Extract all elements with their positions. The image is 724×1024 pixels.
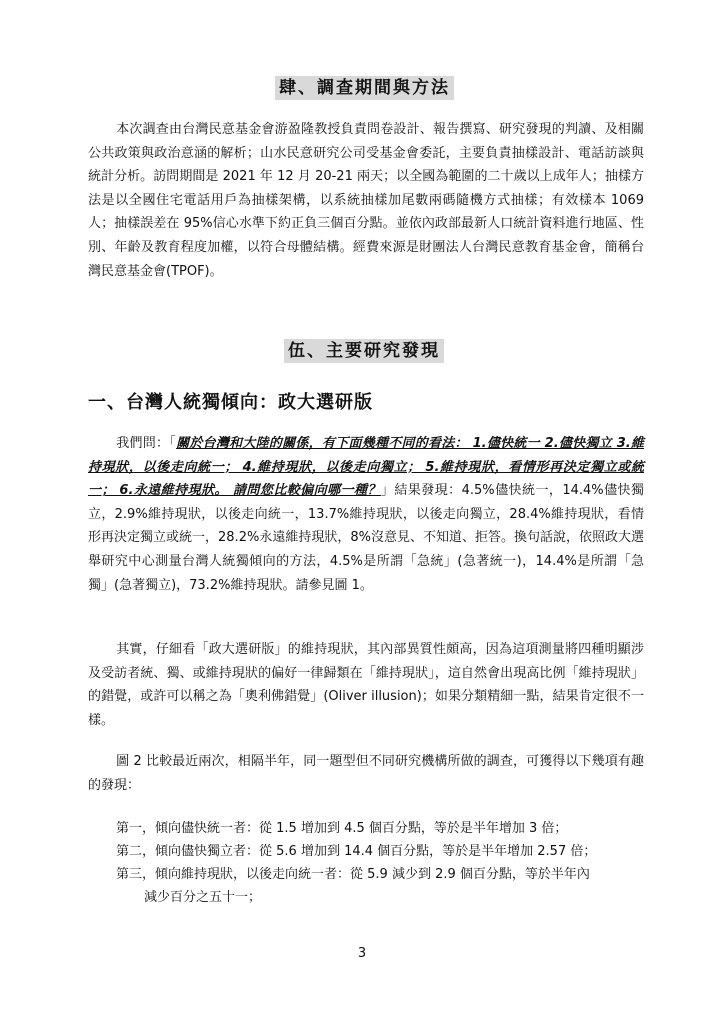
survey-method-text: 本次調查由台灣民意基金會游盈隆教授負責問卷設計、報告撰寫、研究發現的判讀、及相關公共政策與政治意涵的解析；山水民意研究公司受基金會委託，主要負責抽樣設計、電話訪談與統計分析。訪問期間是 2021 年 12 月 20-21 兩天；以全國為範圍的二十歲以上成年人；抽樣方法是以全國住宅電話用戶為抽樣架構，以系統抽樣加尾數兩碼隨機方式抽樣；有效樣本 1069 人；抽樣誤差在 95%信心水準下約正負三個百分點。並依內政部最新人口統計資料進行地區、性別、年齡及教育程度加權，以符合母體結構。經費來源是財團法人台灣民意教育基金會，簡稱台灣民意基金會(TPOF)。 (88, 122, 644, 279)
finding-item-3-continuation: 減少百分之五十一； (144, 890, 262, 905)
section-heading-5: 伍、主要研究發現 (284, 339, 444, 363)
finding-item-2: 第二，傾向儘快獨立者：從 5.6 增加到 14.4 個百分點，等於是半年增加 2.57 倍； (116, 844, 597, 859)
finding-item-3-text: 第三，傾向維持現狀，以後走向統一者：從 5.9 減少到 2.9 個百分點，等於半年內 (116, 867, 590, 882)
page-number: 3 (357, 946, 367, 961)
findings-paragraph-2 (88, 638, 644, 732)
finding-item-1: 第一，傾向儘快統一者：從 1.5 增加到 4.5 個百分點，等於是半年增加 3 倍； (116, 821, 568, 836)
survey-question: 關於台灣和大陸的關係，有下面幾種不同的看法： 1.儘快統一 2.儘快獨立 3.維持現狀，以後走向統一； 4.維持現狀，以後走向獨立； 5.維持現狀，看情形再決定獨立或統一； 6.永遠維持現狀。 請問您比較偏向哪一種？ (88, 436, 644, 499)
oliver-illusion-text: 其實，仔細看「政大選研版」的維持現狀，其內部異質性頗高，因為這項測量將四種明顯涉及受訪者統、獨、或維持現狀的偏好一律歸類在「維持現狀」，這自然會出現高比例「維持現狀」的錯覺，或許可以稱之為「奧利佛錯覺」(Oliver illusion)；如果分類精細一點，結果肯定很不一樣。 (88, 642, 644, 728)
comparison-intro-text: 圖 2 比較最近兩次，相隔半年，同一題型但不同研究機構所做的調查，可獲得以下幾項有趣的發現： (88, 754, 644, 793)
findings-paragraph-3 (88, 750, 644, 797)
findings-result-text: 」結果發現：4.5%儘快統一，14.4%儘快獨立，2.9%維持現狀，以後走向統一，13.7%維持現狀，以後走向獨立，28.4%維持現狀，看情形再決定獨立或統一，28.2%永遠維持現狀，8%沒意見、不知道、拒答。換句話說，依照政大選舉研究中心測量台灣人統獨傾向的方法，4.5%是所謂「急統」(急著統一)，14.4%是所謂「急獨」(急著獨立)，73.2%維持現狀。請參見圖 1。 (88, 483, 645, 593)
subsection-heading: 一、台灣人統獨傾向：政大選研版 (88, 392, 373, 413)
section-heading-4: 肆、調查期間與方法 (275, 76, 454, 100)
question-intro: 我們問：「 (116, 436, 177, 451)
findings-paragraph-1 (88, 432, 644, 597)
finding-item-3 (116, 863, 644, 909)
survey-method-paragraph (88, 118, 644, 283)
